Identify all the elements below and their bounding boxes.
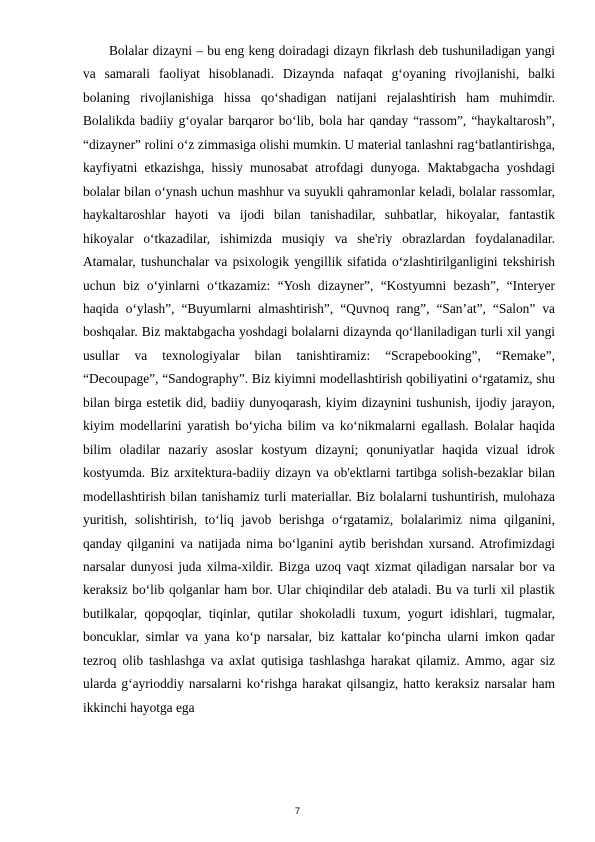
body-text [83, 39, 555, 719]
page-number: 7 [294, 806, 301, 817]
paragraph: Bolalar dizayni – bu eng keng doiradagi dizayn fikrlash deb tushuniladigan yangi va samarali faoliyat hisoblanadi. Dizaynda nafaqat g‘oyaning rivojlanishi, balki bolaning rivojlanishiga hissa qo‘shadigan natijani rejalashtirish ham muhimdir. Bolalikda badiiy g‘oyalar barqaror bo‘lib, bola har qanday “rassom”, “haykaltarosh”, “dizayner” rolini o‘z zimmasiga olishi mumkin. U material tanlashni rag‘batlantirishga, kayfiyatni etkazishga, hissiy munosabat atrofdagi dunyoga. Maktabgacha yoshdagi bolalar bilan o‘ynash uchun mashhur va suyukli qahramonlar keladi, bolalar rassomlar, haykaltaroshlar hayoti va ijodi bilan tanishadilar, suhbatlar, hikoyalar, fantastik hikoyalar o‘tkazadilar, ishimizda musiqiy va she'riy obrazlardan foydalanadilar. Atamalar, tushunchalar va psixologik yengillik sifatida o‘zlashtirilganligini tekshirish uchun biz o‘yinlarni o‘tkazamiz: “Yosh dizayner”, “Kostyumni bezash”, “Interyer haqida o‘ylash”, “Buyumlarni almashtirish”, “Quvnoq rang”, “San’at”, “Salon” va boshqalar. Biz maktabgacha yoshdagi bolalarni dizaynda qo‘llaniladigan turli xil yangi usullar va texnologiyalar bilan tanishtiramiz: “Scrapebooking”, “Remake”, “Decoupage”, “Sandography”. Biz kiyimni modellashtirish qobiliyatini o‘rgatamiz, shu bilan birga estetik did, badiiy dunyoqarash, kiyim dizaynini tushunish, ijodiy jarayon, kiyim modellarini yaratish bo‘yicha bilim va ko‘nikmalarni egallash. Bolalar haqida bilim oladilar nazariy asoslar kostyum dizayni; qonuniyatlar haqida vizual idrok kostyumda. Biz arxitektura-badiiy dizayn va ob'ektlarni tartibga solish-bezaklar bilan modellashtirish bilan tanishamiz turli materiallar. Biz bolalarni tushuntirish, mulohaza yuritish, solishtirish, to‘liq javob berishga o‘rgatamiz, bolalarimiz nima qilganini, qanday qilganini va natijada nima bo‘lganini aytib berishdan xursand. Atrofimizdagi narsalar dunyosi juda xilma-xildir. Bizga uzoq vaqt xizmat qiladigan narsalar bor va keraksiz bo‘lib qolganlar ham bor. Ular chiqindilar deb ataladi. Bu va turli xil plastik butilkalar, qopqoqlar, tiqinlar, qutilar shokoladli tuxum, yogurt idishlari, tugmalar, boncuklar, simlar va yana ko‘p narsalar, biz kattalar ko‘pincha ularni imkon qadar tezroq olib tashlashga va axlat qutisiga tashlashga harakat qilamiz. Ammo, agar siz ularda g‘ayrioddiy narsalarni ko‘rishga harakat qilsangiz, hatto keraksiz narsalar ham ikkinchi hayotga ega [83, 43, 555, 715]
